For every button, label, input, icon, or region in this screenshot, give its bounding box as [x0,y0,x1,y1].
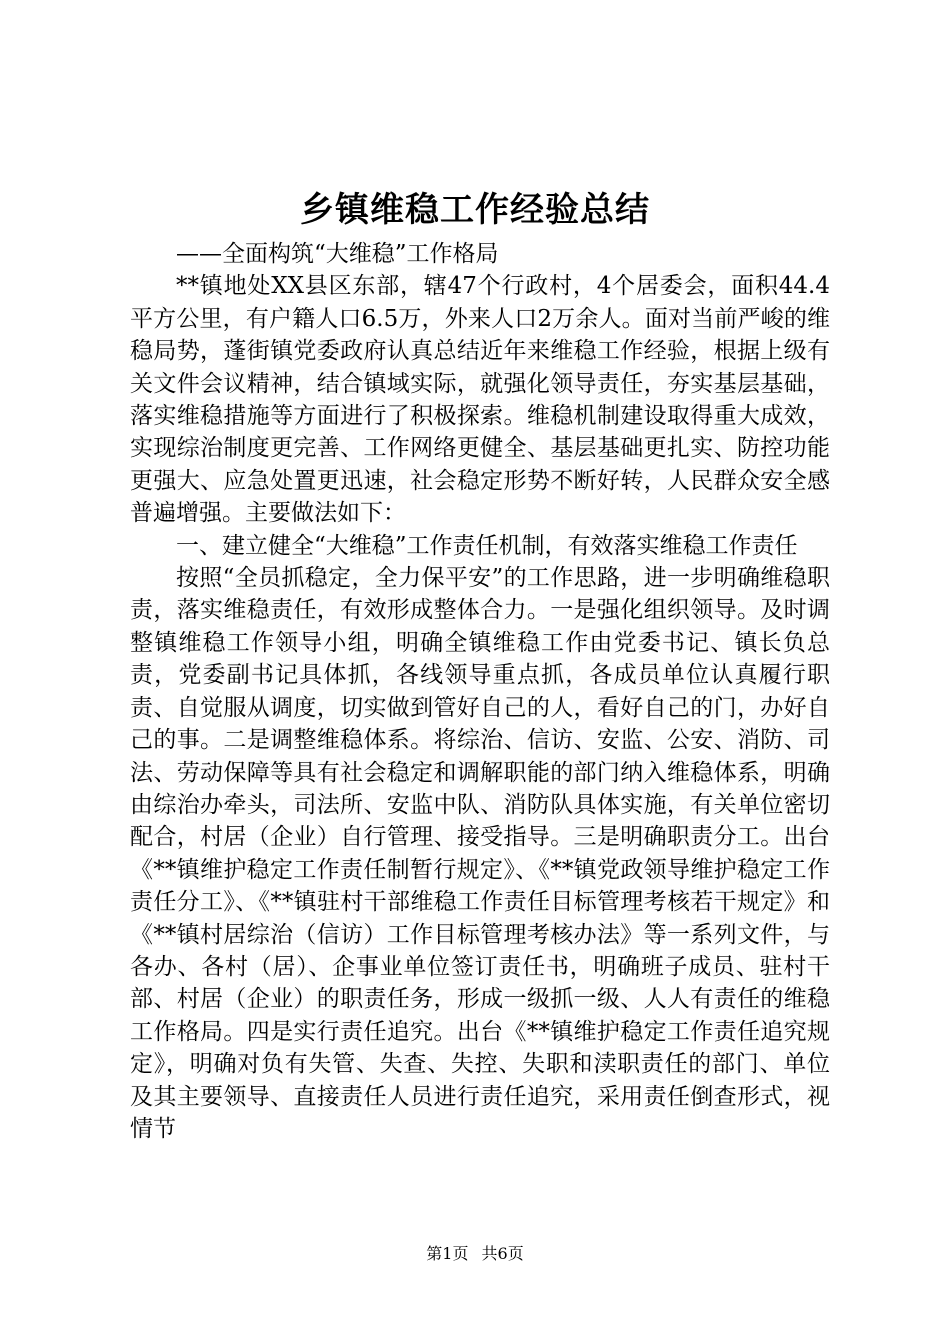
subtitle-paragraph: ——全面构筑“大维稳”工作格局 [176,241,499,267]
page-footer [0,1243,950,1265]
section-body-1: 按照“全员抓稳定，全力保平安”的工作思路，进一步明确维稳职责，落实维稳责任，有效形成整体合力。一是强化组织领导。及时调整镇维稳工作领导小组，明确全镇维稳工作由党委书记、镇长负总责，党委副书记具体抓，各线领导重点抓，各成员单位认真履行职责、自觉服从调度，切实做到管好自己的人，看好自己的门，办好自己的事。二是调整维稳体系。将综治、信访、安监、公安、消防、司法、劳动保障等具有社会稳定和调解职能的部门纳入维稳体系，明确由综治办牵头，司法所、安监中队、消防队具体实施，有关单位密切配合，村居（企业）自行管理、接受指导。三是明确职责分工。出台《**镇维护稳定工作责任制暂行规定》、《**镇党政领导维护稳定工作责任分工》、《**镇驻村干部维稳工作责任目标管理考核若干规定》和《**镇村居综治（信访）工作目标管理考核办法》等一系列文件，与各办、各村（居）、企事业单位签订责任书，明确班子成员、驻村干部、村居（企业）的职责任务，形成一级抓一级、人人有责任的维稳工作格局。四是实行责任追究。出台《**镇维护稳定工作责任追究规定》，明确对负有失管、失查、失控、失职和渎职责任的部门、单位及其主要领导、直接责任人员进行责任追究，采用责任倒查形式，视情节 [130,565,830,1142]
page-number: 第1页 [426,1244,469,1263]
section-heading-1: 一、建立健全“大维稳”工作责任机制，有效落实维稳工作责任 [176,532,798,559]
document-title: 乡镇维稳工作经验总结 [300,190,650,230]
document-body [130,238,830,1145]
intro-paragraph: **镇地处XX县区东部，辖47个行政村，4个居委会，面积44.4平方公里，有户籍人口6.5万，外来人口2万余人。面对当前严峻的维稳局势，蓬街镇党委政府认真总结近年来维稳工作经验，根据上级有关文件会议精神，结合镇域实际，就强化领导责任，夯实基层基础，落实维稳措施等方面进行了积极探索。维稳机制建设取得重大成效，实现综治制度更完善、工作网络更健全、基层基础更扎实、防控功能更强大、应急处置更迅速，社会稳定形势不断好转，人民群众安全感普遍增强。主要做法如下： [130,273,830,527]
page-total: 共6页 [481,1244,524,1263]
